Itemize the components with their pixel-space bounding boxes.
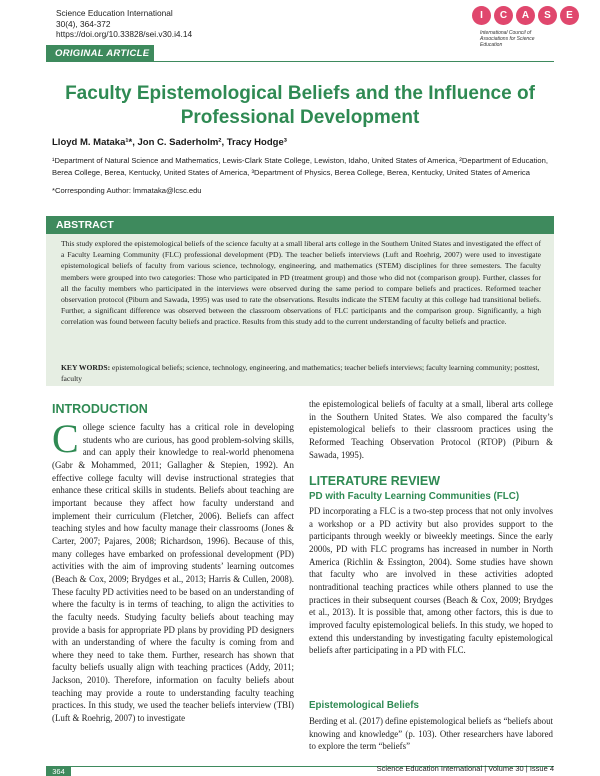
footer-journal: Science Education International | Volume 30 | Issue 4 — [376, 764, 554, 773]
journal-info — [56, 8, 192, 40]
logo-tagline: International Council of Associations for Science Education — [480, 30, 535, 48]
journal-name: Science Education International — [56, 8, 173, 18]
affiliations: ¹Department of Natural Science and Mathematics, Lewis-Clark State College, Lewiston, Idaho, United States of America, ²Department of Education, Berea College, Berea, Kentucky, United States of America, ³Department of Physics, Berea College, Berea, Kentucky, United States of America — [52, 156, 548, 177]
literature-review-heading: LITERATURE REVIEW — [309, 474, 441, 488]
logo-letter-3: S — [538, 6, 557, 25]
authors: Lloyd M. Mataka¹*, Jon C. Saderholm², Tracy Hodge³ — [52, 137, 287, 148]
keywords — [61, 362, 541, 384]
corresponding-author: *Corresponding Author: lmmataka@lcsc.edu — [52, 186, 202, 195]
logo-circles — [472, 6, 579, 28]
subsection-pd-flc: PD with Faculty Learning Communities (FLC) — [309, 491, 520, 502]
introduction-text: ollege science faculty has a critical role in developing students who are curious, has good problem-solving skills, and can apply their knowledge to real-world phenomena (Gabr & Mohammed, 2011; Gallagher & Stepien, 1992). An effective college faculty will devise instructional strategies that enhance these critical skills in students. Beliefs about teaching are important because they affect how faculty understand and implement their curriculum (Fletcher, 2006). Beliefs can affect teaching styles and how faculty manage their classrooms (Jones & Carter, 2007; Pajares, 2008; Richardson, 1996). Because of this, many colleges have embarked on professional development (PD) activities with the aim of improving students’ learning outcomes (Beach & Cox, 2009; Brydges et al., 2013; Harris & Cullen, 2008). These faculty PD activities need to be based on an understanding of where the faculty is in terms of teaching, to align the activities to the faculty needs. Studying faculty beliefs about teaching may provide a basis for appropriate PD plans by providing PD designers with an understanding of where the faculty is coming from and where they need to take them. Further, research has shown that faculty beliefs usually align with teaching practices (Addy, 2011; Jackson, 2010). Therefore, information on faculty beliefs about teaching may provide a route to understanding faculty teaching practices. In this study, we used the teacher beliefs interview (TBI) (Luft & Roehrig, 2007) to investigate — [52, 422, 294, 724]
journal-volume: 30(4), 364-372 — [56, 18, 111, 29]
banner-divider — [154, 61, 554, 62]
logo-letter-1: C — [494, 6, 513, 25]
article-type-banner: ORIGINAL ARTICLE — [46, 45, 154, 62]
journal-doi[interactable]: https://doi.org/10.33828/sei.v30.i4.14 — [56, 29, 193, 39]
epistemological-beliefs-text: Berding et al. (2017) define epistemological beliefs as “beliefs about knowing and knowledge” (p. 103). Other researchers have labored to explore the term “beliefs” — [309, 716, 553, 752]
logo-letter-2: A — [516, 6, 535, 25]
keywords-label: KEY WORDS: — [61, 363, 111, 372]
icase-logo — [470, 6, 573, 48]
subsection-epistemological-beliefs: Epistemological Beliefs — [309, 700, 419, 711]
abstract-text: This study explored the epistemological beliefs of the science faculty at a small liberal arts college in the Southern United States and investigated the effect of a Faculty Learning Community (FLC) professional development (PD). The teacher beliefs interviews (Luft and Roehrig, 2007) were used to investigate epistemological beliefs of faculty from various science, technology, engineering, and mathematics (STEM) disciplines for three semesters. The faculty members were grouped into two categories: Those who participated in PD (treatment group) and those who did not (comparison group). Further, classes for all the faculty members who participated in the interviews were observed during the same period to compare beliefs and practices. Reformed teacher observation protocol (Piburn and Sawada, 1995) was used to rate the observations. Results indicate the STEM faculty at this college had transitional beliefs. Further, a significant difference was observed between the classroom observations of FLC participants and the comparison group. Significantly, a high correlation was found between faculty beliefs and practice. Results from this study add to the current understanding of faculty beliefs and practice. — [61, 239, 542, 327]
logo-letter-0: I — [472, 6, 491, 25]
right-column-intro-text: the epistemological beliefs of faculty at a small, liberal arts college in the Southern United States. We also compared the faculty’s epistemological beliefs to their classroom practices using the Reformed Teaching Observation Protocol (RTOP) (Piburn & Sawada, 1995). — [309, 399, 553, 460]
page-number: 364 — [46, 767, 71, 776]
keywords-list: epistemological beliefs; science, technology, engineering, and mathematics; teacher beliefs interviews; faculty learning community; posttest, faculty — [61, 363, 540, 384]
dropcap: C — [52, 416, 79, 461]
introduction-body — [52, 416, 294, 725]
logo-letter-4: E — [560, 6, 579, 25]
introduction-heading: INTRODUCTION — [52, 402, 148, 416]
article-title: Faculty Epistemological Beliefs and the Influence of Professional Development — [65, 83, 535, 128]
pd-flc-text: PD incorporating a FLC is a two-step process that not only involves a workshop or a PD activity but also provides support to the participants through weekly or biweekly meetings. Since the early 2000s, PD with FLC programs has increased in number in North America (Richlin & Essington, 2004). Some studies have shown that faculty who are involved in these activities adopted nontraditional teaching practices while others planned to use the practices in their subsequent courses (Beach & Cox, 2009; Brydges et al., 2013). It is possible that, among other factors, this is due to improved faculty epistemological beliefs. In this study, we hoped to extend this understanding by investigating faculty epistemological beliefs after participating in a PD with FLC. — [309, 506, 553, 656]
abstract-heading: ABSTRACT — [46, 216, 554, 234]
